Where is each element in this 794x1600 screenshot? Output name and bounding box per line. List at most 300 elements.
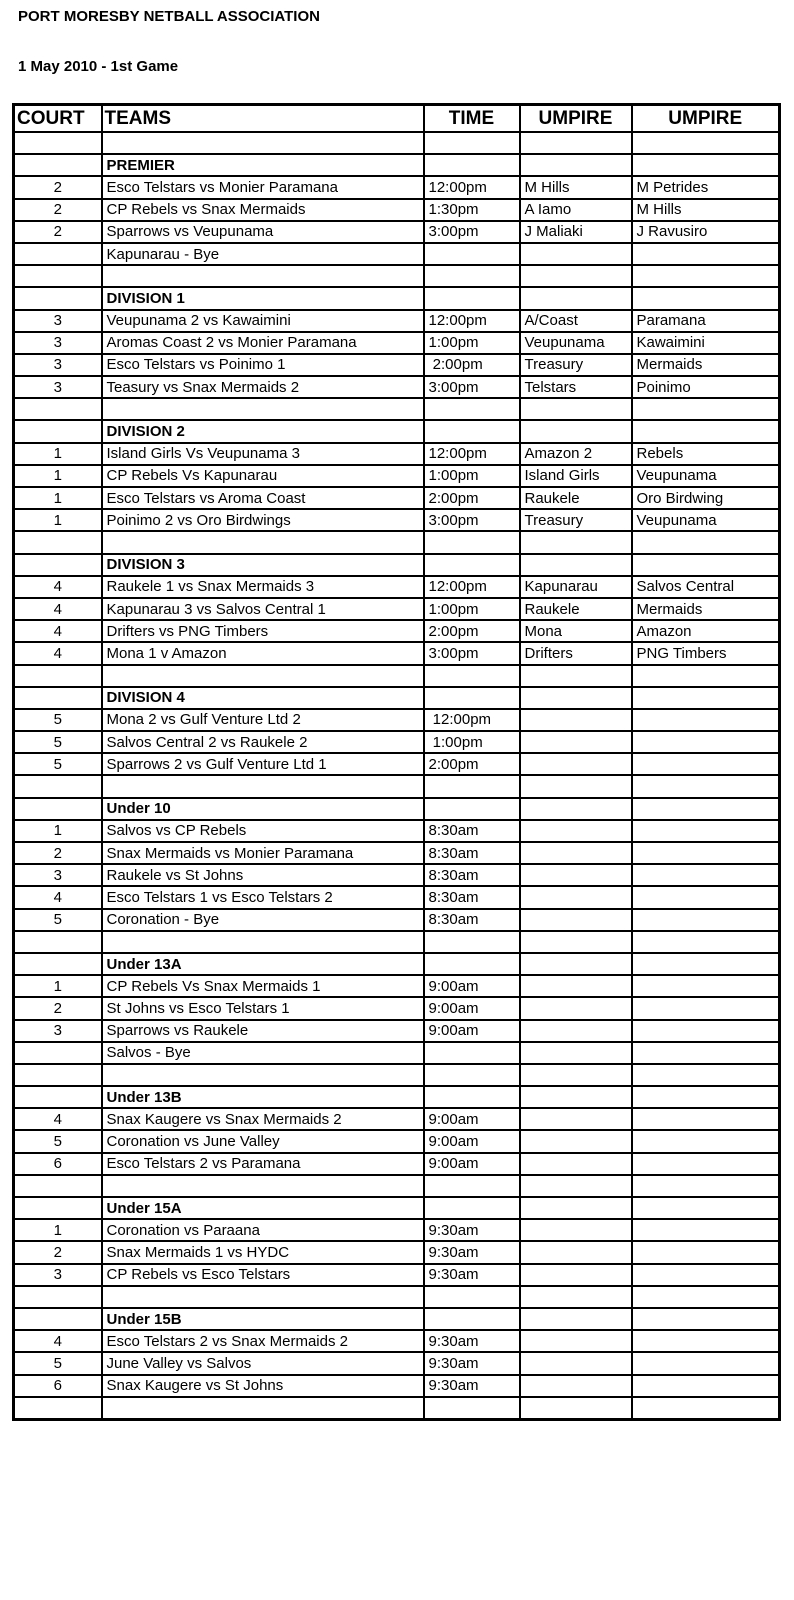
umpire-1-cell xyxy=(520,1241,632,1263)
umpire-2-cell xyxy=(632,1153,780,1175)
table-row xyxy=(14,1042,780,1064)
umpire-1-cell: Treasury xyxy=(520,509,632,531)
umpire-1-cell xyxy=(520,287,632,309)
section-heading: Under 15A xyxy=(102,1197,424,1219)
time-cell: 8:30am xyxy=(424,909,520,931)
table-row xyxy=(14,354,780,376)
umpire-2-cell xyxy=(632,1086,780,1108)
umpire-1-cell: Veupunama xyxy=(520,332,632,354)
umpire-2-cell: Salvos Central xyxy=(632,576,780,598)
header-time: TIME xyxy=(424,105,520,133)
teams-cell xyxy=(102,531,424,553)
court-cell xyxy=(14,665,102,687)
time-cell xyxy=(424,931,520,953)
time-cell xyxy=(424,798,520,820)
teams-cell: Salvos Central 2 vs Raukele 2 xyxy=(102,731,424,753)
teams-cell: Teasury vs Snax Mermaids 2 xyxy=(102,376,424,398)
umpire-1-cell: Kapunarau xyxy=(520,576,632,598)
court-cell: 5 xyxy=(14,1352,102,1374)
umpire-1-cell xyxy=(520,731,632,753)
time-cell: 3:00pm xyxy=(424,509,520,531)
umpire-1-cell xyxy=(520,1397,632,1420)
umpire-2-cell xyxy=(632,154,780,176)
court-cell: 3 xyxy=(14,1264,102,1286)
umpire-1-cell xyxy=(520,1042,632,1064)
court-cell: 6 xyxy=(14,1153,102,1175)
teams-cell: CP Rebels vs Snax Mermaids xyxy=(102,199,424,221)
time-cell: 12:00pm xyxy=(424,576,520,598)
umpire-1-cell: Telstars xyxy=(520,376,632,398)
umpire-2-cell xyxy=(632,1308,780,1330)
court-cell: 2 xyxy=(14,199,102,221)
umpire-2-cell xyxy=(632,1397,780,1420)
umpire-2-cell xyxy=(632,864,780,886)
table-row xyxy=(14,598,780,620)
umpire-2-cell xyxy=(632,1064,780,1086)
time-cell xyxy=(424,287,520,309)
umpire-1-cell xyxy=(520,1330,632,1352)
teams-cell: Snax Kaugere vs Snax Mermaids 2 xyxy=(102,1108,424,1130)
umpire-2-cell: Mermaids xyxy=(632,354,780,376)
document-title: PORT MORESBY NETBALL ASSOCIATION xyxy=(18,8,320,25)
umpire-1-cell: M Hills xyxy=(520,176,632,198)
court-cell: 2 xyxy=(14,221,102,243)
table-row xyxy=(14,443,780,465)
umpire-2-cell xyxy=(632,554,780,576)
court-cell: 4 xyxy=(14,1330,102,1352)
header-court: COURT xyxy=(14,105,102,133)
umpire-1-cell xyxy=(520,243,632,265)
court-cell: 5 xyxy=(14,709,102,731)
teams-cell: Coronation - Bye xyxy=(102,909,424,931)
time-cell: 9:30am xyxy=(424,1219,520,1241)
court-cell: 4 xyxy=(14,576,102,598)
umpire-2-cell xyxy=(632,243,780,265)
umpire-1-cell xyxy=(520,1064,632,1086)
table-row xyxy=(14,1175,780,1197)
umpire-1-cell xyxy=(520,1108,632,1130)
umpire-2-cell xyxy=(632,265,780,287)
table-row xyxy=(14,332,780,354)
umpire-2-cell xyxy=(632,1020,780,1042)
court-cell xyxy=(14,1175,102,1197)
time-cell: 9:30am xyxy=(424,1352,520,1374)
time-cell xyxy=(424,1064,520,1086)
umpire-1-cell: Mona xyxy=(520,620,632,642)
table-row xyxy=(14,1130,780,1152)
teams-cell: CP Rebels Vs Kapunarau xyxy=(102,465,424,487)
table-row xyxy=(14,1064,780,1086)
umpire-2-cell: M Hills xyxy=(632,199,780,221)
umpire-1-cell xyxy=(520,909,632,931)
time-cell: 8:30am xyxy=(424,842,520,864)
umpire-2-cell: Mermaids xyxy=(632,598,780,620)
table-header-row xyxy=(14,105,780,133)
court-cell xyxy=(14,420,102,442)
section-row xyxy=(14,1197,780,1219)
umpire-1-cell xyxy=(520,820,632,842)
teams-cell xyxy=(102,132,424,154)
time-cell xyxy=(424,420,520,442)
court-cell xyxy=(14,554,102,576)
time-cell: 1:00pm xyxy=(424,332,520,354)
teams-cell: CP Rebels vs Esco Telstars xyxy=(102,1264,424,1286)
court-cell: 2 xyxy=(14,1241,102,1263)
umpire-1-cell xyxy=(520,132,632,154)
umpire-1-cell: Island Girls xyxy=(520,465,632,487)
teams-cell xyxy=(102,931,424,953)
umpire-2-cell xyxy=(632,997,780,1019)
table-row xyxy=(14,1153,780,1175)
time-cell: 3:00pm xyxy=(424,642,520,664)
court-cell xyxy=(14,798,102,820)
time-cell: 9:00am xyxy=(424,1020,520,1042)
table-row xyxy=(14,265,780,287)
teams-cell xyxy=(102,398,424,420)
table-row xyxy=(14,1352,780,1374)
table-row xyxy=(14,1020,780,1042)
time-cell xyxy=(424,531,520,553)
umpire-1-cell: Treasury xyxy=(520,354,632,376)
umpire-1-cell xyxy=(520,975,632,997)
court-cell xyxy=(14,1086,102,1108)
umpire-1-cell xyxy=(520,554,632,576)
table-row xyxy=(14,1241,780,1263)
umpire-2-cell xyxy=(632,842,780,864)
umpire-1-cell xyxy=(520,864,632,886)
umpire-1-cell xyxy=(520,265,632,287)
time-cell: 12:00pm xyxy=(424,709,520,731)
section-heading: DIVISION 3 xyxy=(102,554,424,576)
teams-cell: Sparrows 2 vs Gulf Venture Ltd 1 xyxy=(102,753,424,775)
court-cell: 1 xyxy=(14,509,102,531)
section-row xyxy=(14,1086,780,1108)
table-row xyxy=(14,1264,780,1286)
umpire-1-cell xyxy=(520,1153,632,1175)
teams-cell: Esco Telstars vs Monier Paramana xyxy=(102,176,424,198)
umpire-1-cell xyxy=(520,709,632,731)
court-cell xyxy=(14,953,102,975)
time-cell: 1:00pm xyxy=(424,731,520,753)
table-row xyxy=(14,775,780,797)
court-cell: 4 xyxy=(14,620,102,642)
section-heading: PREMIER xyxy=(102,154,424,176)
time-cell: 2:00pm xyxy=(424,487,520,509)
umpire-1-cell xyxy=(520,1352,632,1374)
teams-cell: Sparrows vs Veupunama xyxy=(102,221,424,243)
time-cell xyxy=(424,687,520,709)
umpire-1-cell: Raukele xyxy=(520,487,632,509)
table-row xyxy=(14,909,780,931)
court-cell xyxy=(14,1397,102,1420)
court-cell: 3 xyxy=(14,354,102,376)
teams-cell: June Valley vs Salvos xyxy=(102,1352,424,1374)
umpire-2-cell xyxy=(632,931,780,953)
table-row xyxy=(14,842,780,864)
teams-cell xyxy=(102,1064,424,1086)
time-cell: 9:30am xyxy=(424,1264,520,1286)
header-teams: TEAMS xyxy=(102,105,424,133)
umpire-2-cell xyxy=(632,1264,780,1286)
table-row xyxy=(14,199,780,221)
court-cell: 3 xyxy=(14,1020,102,1042)
umpire-1-cell xyxy=(520,398,632,420)
teams-cell: Veupunama 2 vs Kawaimini xyxy=(102,310,424,332)
umpire-1-cell xyxy=(520,1175,632,1197)
umpire-1-cell xyxy=(520,1308,632,1330)
umpire-1-cell xyxy=(520,1020,632,1042)
umpire-1-cell xyxy=(520,420,632,442)
umpire-1-cell xyxy=(520,665,632,687)
teams-cell: Snax Kaugere vs St Johns xyxy=(102,1375,424,1397)
time-cell: 8:30am xyxy=(424,864,520,886)
court-cell: 5 xyxy=(14,731,102,753)
teams-cell xyxy=(102,1397,424,1420)
table-row xyxy=(14,1108,780,1130)
time-cell: 9:30am xyxy=(424,1375,520,1397)
time-cell xyxy=(424,398,520,420)
table-row xyxy=(14,709,780,731)
umpire-2-cell: Oro Birdwing xyxy=(632,487,780,509)
time-cell xyxy=(424,1397,520,1420)
teams-cell xyxy=(102,1175,424,1197)
time-cell: 2:00pm xyxy=(424,354,520,376)
section-heading: Under 10 xyxy=(102,798,424,820)
umpire-2-cell xyxy=(632,909,780,931)
table-row xyxy=(14,1330,780,1352)
umpire-2-cell xyxy=(632,798,780,820)
court-cell xyxy=(14,265,102,287)
section-row xyxy=(14,420,780,442)
court-cell: 4 xyxy=(14,1108,102,1130)
time-cell: 9:00am xyxy=(424,1153,520,1175)
umpire-1-cell: J Maliaki xyxy=(520,221,632,243)
time-cell: 8:30am xyxy=(424,886,520,908)
time-cell: 9:00am xyxy=(424,975,520,997)
court-cell xyxy=(14,1286,102,1308)
court-cell: 1 xyxy=(14,443,102,465)
teams-cell: Snax Mermaids 1 vs HYDC xyxy=(102,1241,424,1263)
court-cell xyxy=(14,154,102,176)
umpire-2-cell xyxy=(632,753,780,775)
table-row xyxy=(14,975,780,997)
table-row xyxy=(14,997,780,1019)
umpire-1-cell xyxy=(520,531,632,553)
table-row xyxy=(14,1375,780,1397)
umpire-2-cell xyxy=(632,398,780,420)
table-row xyxy=(14,465,780,487)
court-cell xyxy=(14,775,102,797)
table-row xyxy=(14,509,780,531)
court-cell xyxy=(14,132,102,154)
document-subtitle: 1 May 2010 - 1st Game xyxy=(18,58,179,75)
umpire-2-cell: PNG Timbers xyxy=(632,642,780,664)
section-row xyxy=(14,687,780,709)
table-row xyxy=(14,576,780,598)
umpire-1-cell xyxy=(520,798,632,820)
umpire-1-cell xyxy=(520,1197,632,1219)
teams-cell: Esco Telstars vs Poinimo 1 xyxy=(102,354,424,376)
time-cell: 12:00pm xyxy=(424,176,520,198)
umpire-1-cell xyxy=(520,1130,632,1152)
court-cell xyxy=(14,931,102,953)
umpire-2-cell xyxy=(632,687,780,709)
court-cell: 2 xyxy=(14,997,102,1019)
umpire-2-cell xyxy=(632,709,780,731)
teams-cell: Kapunarau - Bye xyxy=(102,243,424,265)
umpire-1-cell xyxy=(520,753,632,775)
time-cell xyxy=(424,1175,520,1197)
umpire-1-cell xyxy=(520,997,632,1019)
table-row xyxy=(14,753,780,775)
umpire-2-cell xyxy=(632,1330,780,1352)
teams-cell: Island Girls Vs Veupunama 3 xyxy=(102,443,424,465)
court-cell xyxy=(14,1197,102,1219)
court-cell: 2 xyxy=(14,842,102,864)
time-cell xyxy=(424,775,520,797)
section-heading: DIVISION 2 xyxy=(102,420,424,442)
time-cell: 2:00pm xyxy=(424,753,520,775)
table-row xyxy=(14,931,780,953)
court-cell: 3 xyxy=(14,376,102,398)
teams-cell: Salvos vs CP Rebels xyxy=(102,820,424,842)
court-cell xyxy=(14,1064,102,1086)
time-cell xyxy=(424,154,520,176)
time-cell: 12:00pm xyxy=(424,443,520,465)
teams-cell: Esco Telstars 2 vs Paramana xyxy=(102,1153,424,1175)
table-row xyxy=(14,398,780,420)
table-row xyxy=(14,310,780,332)
table-row xyxy=(14,864,780,886)
umpire-2-cell: M Petrides xyxy=(632,176,780,198)
table-row xyxy=(14,132,780,154)
umpire-1-cell xyxy=(520,931,632,953)
table-row xyxy=(14,886,780,908)
court-cell xyxy=(14,287,102,309)
umpire-2-cell xyxy=(632,1241,780,1263)
teams-cell: Salvos - Bye xyxy=(102,1042,424,1064)
court-cell xyxy=(14,1042,102,1064)
time-cell: 12:00pm xyxy=(424,310,520,332)
umpire-2-cell xyxy=(632,420,780,442)
umpire-1-cell xyxy=(520,953,632,975)
umpire-2-cell: Amazon xyxy=(632,620,780,642)
teams-cell: Mona 2 vs Gulf Venture Ltd 2 xyxy=(102,709,424,731)
court-cell xyxy=(14,398,102,420)
umpire-1-cell: A Iamo xyxy=(520,199,632,221)
teams-cell xyxy=(102,265,424,287)
table-row xyxy=(14,820,780,842)
section-heading: Under 15B xyxy=(102,1308,424,1330)
time-cell: 1:00pm xyxy=(424,598,520,620)
teams-cell: Esco Telstars vs Aroma Coast xyxy=(102,487,424,509)
court-cell: 3 xyxy=(14,864,102,886)
umpire-1-cell: Amazon 2 xyxy=(520,443,632,465)
teams-cell: Poinimo 2 vs Oro Birdwings xyxy=(102,509,424,531)
table-row xyxy=(14,176,780,198)
teams-cell: Kapunarau 3 vs Salvos Central 1 xyxy=(102,598,424,620)
court-cell: 5 xyxy=(14,1130,102,1152)
umpire-2-cell: Rebels xyxy=(632,443,780,465)
teams-cell: CP Rebels Vs Snax Mermaids 1 xyxy=(102,975,424,997)
header-umpire-1: UMPIRE xyxy=(520,105,632,133)
time-cell xyxy=(424,953,520,975)
table-row xyxy=(14,531,780,553)
umpire-2-cell xyxy=(632,1352,780,1374)
table-row xyxy=(14,487,780,509)
table-row xyxy=(14,243,780,265)
section-heading: DIVISION 1 xyxy=(102,287,424,309)
court-cell: 2 xyxy=(14,176,102,198)
umpire-2-cell xyxy=(632,731,780,753)
teams-cell xyxy=(102,1286,424,1308)
umpire-1-cell xyxy=(520,1286,632,1308)
teams-cell: Aromas Coast 2 vs Monier Paramana xyxy=(102,332,424,354)
teams-cell: Coronation vs Paraana xyxy=(102,1219,424,1241)
umpire-1-cell xyxy=(520,886,632,908)
section-row xyxy=(14,154,780,176)
time-cell xyxy=(424,665,520,687)
umpire-2-cell: Veupunama xyxy=(632,465,780,487)
court-cell: 1 xyxy=(14,820,102,842)
umpire-1-cell xyxy=(520,775,632,797)
umpire-2-cell xyxy=(632,1197,780,1219)
time-cell xyxy=(424,1197,520,1219)
umpire-1-cell xyxy=(520,1264,632,1286)
umpire-2-cell: Veupunama xyxy=(632,509,780,531)
section-heading: Under 13B xyxy=(102,1086,424,1108)
umpire-1-cell xyxy=(520,687,632,709)
umpire-2-cell: Kawaimini xyxy=(632,332,780,354)
time-cell xyxy=(424,1042,520,1064)
court-cell: 1 xyxy=(14,487,102,509)
table-row xyxy=(14,642,780,664)
teams-cell: Sparrows vs Raukele xyxy=(102,1020,424,1042)
umpire-1-cell xyxy=(520,1219,632,1241)
table-row xyxy=(14,665,780,687)
table-row xyxy=(14,221,780,243)
court-cell: 4 xyxy=(14,598,102,620)
time-cell: 3:00pm xyxy=(424,376,520,398)
umpire-2-cell xyxy=(632,1042,780,1064)
umpire-2-cell xyxy=(632,953,780,975)
time-cell xyxy=(424,1308,520,1330)
umpire-2-cell xyxy=(632,1108,780,1130)
section-heading: DIVISION 4 xyxy=(102,687,424,709)
section-heading: Under 13A xyxy=(102,953,424,975)
section-row xyxy=(14,798,780,820)
umpire-2-cell xyxy=(632,886,780,908)
table-row xyxy=(14,1219,780,1241)
time-cell xyxy=(424,1286,520,1308)
umpire-1-cell: A/Coast xyxy=(520,310,632,332)
header-umpire-2: UMPIRE xyxy=(632,105,780,133)
teams-cell xyxy=(102,665,424,687)
time-cell: 1:00pm xyxy=(424,465,520,487)
teams-cell: St Johns vs Esco Telstars 1 xyxy=(102,997,424,1019)
teams-cell: Esco Telstars 2 vs Snax Mermaids 2 xyxy=(102,1330,424,1352)
time-cell: 9:00am xyxy=(424,1108,520,1130)
time-cell: 9:30am xyxy=(424,1330,520,1352)
teams-cell: Drifters vs PNG Timbers xyxy=(102,620,424,642)
umpire-2-cell xyxy=(632,665,780,687)
umpire-2-cell xyxy=(632,132,780,154)
table-row xyxy=(14,620,780,642)
court-cell: 4 xyxy=(14,642,102,664)
umpire-1-cell xyxy=(520,1086,632,1108)
umpire-2-cell: Paramana xyxy=(632,310,780,332)
time-cell: 8:30am xyxy=(424,820,520,842)
